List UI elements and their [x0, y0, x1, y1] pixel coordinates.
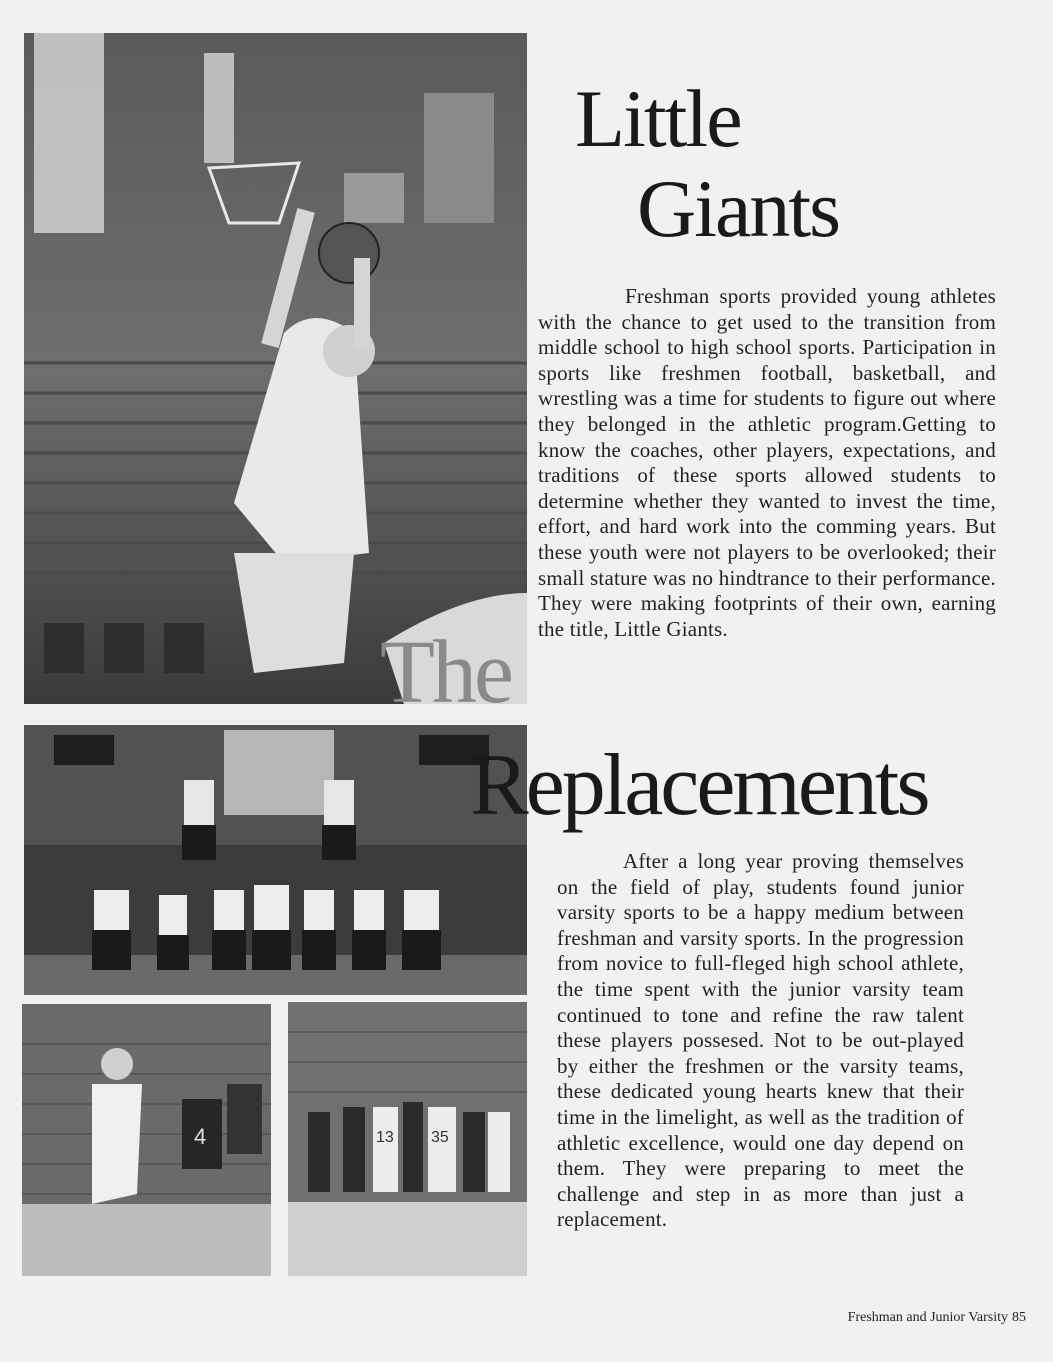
basketball-layup-photo: [24, 33, 527, 704]
paragraph-freshman: Freshman sports provided young athletes with the chance to get used to the transition from middle school to high school sports. Participation in sports like freshmen football, basketball, and wrestling was a time for students to figure out where they belonged in the athletic program.Getting to know the coaches, other players, expectations, and traditions of these sports allowed students to determine whether they wanted to invest the time, effort, and hard work into the comming years. But these youth were not players to be overlooked; their small stature was no hindtrance to their performance. They were making footprints of their own, earning the title, Little Giants.: [538, 284, 996, 641]
jersey-number: 13: [376, 1129, 394, 1146]
footer-section: Freshman and Junior Varsity: [847, 1310, 1008, 1325]
headline-little: Little: [575, 73, 741, 164]
girls-basketball-huddle-photo: [288, 1002, 527, 1276]
paragraph-junior-varsity: After a long year proving themselves on the field of play, students found junior varsity sports to be a happy medium between freshman and varsity sports. In the progression from novice to full-fleged high school athlete, the time spent with the junior varsity team continued to tone and refine the raw talent these players possesed. Not to be out-played by either the freshmen or the varsity teams, these dedicated young hearts knew that their time in the limelight, as well as the tradition of athletic excellence, would one day depend on them. They were preparing to meet the challenge and step in as more than just a replacement.: [557, 849, 964, 1232]
cheerleaders-photo: [24, 725, 527, 995]
basketball-game-photo: [22, 1004, 271, 1276]
page-number: 85: [1012, 1310, 1026, 1325]
jersey-number: 4: [194, 1124, 207, 1149]
headline-replacements: Replacements: [470, 737, 928, 834]
headline-giants: Giants: [637, 163, 840, 254]
page-footer: [844, 1310, 1026, 1326]
headline-the: The: [380, 623, 511, 722]
jersey-number: 35: [431, 1129, 449, 1146]
